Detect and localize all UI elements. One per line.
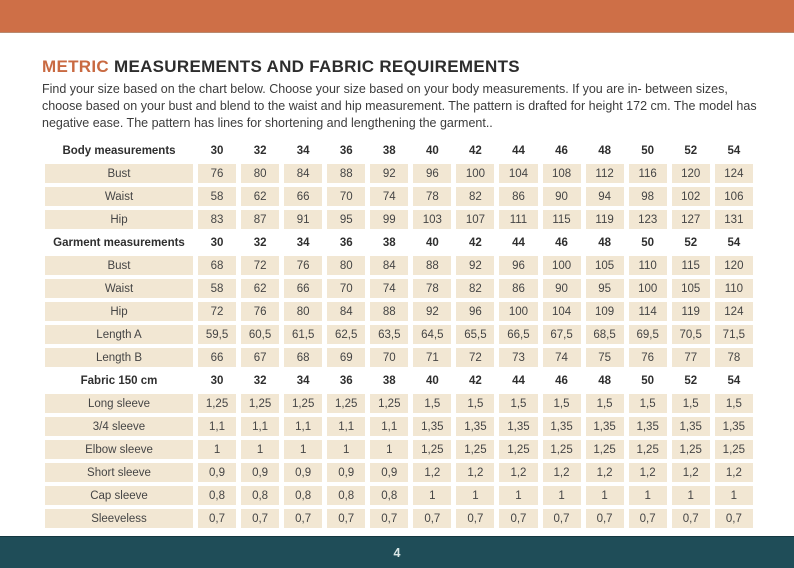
value-cell: 1,2 [586,463,624,482]
row-label: Length B [45,348,193,367]
value-cell: 80 [327,256,365,275]
value-cell: 100 [499,302,537,321]
value-cell: 1 [499,486,537,505]
value-cell: 1,35 [456,417,494,436]
size-header-cell: 46 [555,144,568,157]
size-header-cell: 32 [253,374,267,387]
value-cell: 83 [198,210,236,229]
value-cell: 98 [629,187,667,206]
value-cell: 69,5 [629,325,667,344]
value-cell: 1,2 [629,463,667,482]
value-cell: 80 [241,164,279,183]
value-cell: 84 [370,256,408,275]
value-cell: 0,8 [327,486,365,505]
value-cell: 64,5 [413,325,451,344]
table-row [45,486,753,505]
value-cell: 0,8 [198,486,236,505]
value-cell: 1 [241,440,279,459]
value-cell: 1,2 [715,463,753,482]
value-cell: 67 [241,348,279,367]
size-header-cell: 48 [598,144,611,157]
value-cell: 131 [715,210,753,229]
value-cell: 0,9 [241,463,279,482]
value-cell: 1,5 [629,394,667,413]
value-cell: 1,5 [672,394,710,413]
row-label: Waist [45,279,193,298]
value-cell: 1,2 [672,463,710,482]
value-cell: 0,7 [629,509,667,528]
value-cell: 0,9 [198,463,236,482]
table-row [45,440,753,459]
value-cell: 0,7 [586,509,624,528]
value-cell: 0,8 [284,486,322,505]
size-header-cell: 54 [727,236,741,249]
size-header-cell: 40 [425,374,439,387]
value-cell: 0,7 [241,509,279,528]
value-cell: 100 [456,164,494,183]
value-cell: 105 [586,256,624,275]
value-cell: 1,35 [629,417,667,436]
value-cell: 1,35 [413,417,451,436]
size-header-cell: 40 [425,144,439,157]
value-cell: 0,7 [672,509,710,528]
value-cell: 74 [543,348,581,367]
value-cell: 63,5 [370,325,408,344]
page-content [0,33,794,532]
size-header-cell: 44 [512,374,525,387]
value-cell: 110 [715,279,753,298]
value-cell: 1,5 [413,394,451,413]
value-cell: 0,7 [715,509,753,528]
value-cell: 1,5 [543,394,581,413]
value-cell: 66 [284,187,322,206]
value-cell: 0,7 [370,509,408,528]
value-cell: 1,25 [586,440,624,459]
size-header-cell: 52 [684,374,698,387]
value-cell: 1 [543,486,581,505]
section-header-label: Fabric 150 cm [80,374,158,387]
size-header-cell: 52 [684,236,698,249]
value-cell: 71 [413,348,451,367]
value-cell: 92 [456,256,494,275]
value-cell: 1,25 [499,440,537,459]
value-cell: 94 [586,187,624,206]
size-header-cell: 40 [425,236,439,249]
value-cell: 0,9 [370,463,408,482]
value-cell: 86 [499,279,537,298]
table-row [45,325,753,344]
value-cell: 96 [499,256,537,275]
value-cell: 0,7 [327,509,365,528]
row-label: Bust [45,164,193,183]
size-header-cell: 50 [641,144,655,157]
value-cell: 1,25 [629,440,667,459]
size-header-cell: 30 [210,374,224,387]
value-cell: 115 [672,256,710,275]
value-cell: 82 [456,279,494,298]
measurements-table [40,137,758,532]
value-cell: 1,25 [370,394,408,413]
value-cell: 68,5 [586,325,624,344]
value-cell: 1,25 [284,394,322,413]
value-cell: 1,1 [327,417,365,436]
table-row [45,279,753,298]
value-cell: 59,5 [198,325,236,344]
size-header-cell: 46 [555,374,568,387]
size-header-cell: 50 [641,374,655,387]
section-header-row [45,371,753,390]
value-cell: 91 [284,210,322,229]
size-header-cell: 34 [296,374,310,387]
value-cell: 119 [672,302,710,321]
value-cell: 100 [543,256,581,275]
value-cell: 70 [327,279,365,298]
size-header-cell: 36 [339,374,353,387]
value-cell: 1 [715,486,753,505]
section-header-label: Garment measurements [53,236,185,249]
value-cell: 0,8 [370,486,408,505]
value-cell: 1 [198,440,236,459]
value-cell: 76 [284,256,322,275]
value-cell: 71,5 [715,325,753,344]
row-label: Length A [45,325,193,344]
value-cell: 0,7 [413,509,451,528]
size-header-cell: 46 [555,236,568,249]
size-header-cell: 38 [382,144,396,157]
value-cell: 104 [499,164,537,183]
value-cell: 70 [327,187,365,206]
value-cell: 68 [284,348,322,367]
value-cell: 88 [413,256,451,275]
value-cell: 66,5 [499,325,537,344]
footer-bar [0,536,794,568]
value-cell: 84 [327,302,365,321]
size-header-cell: 42 [469,236,482,249]
value-cell: 92 [370,164,408,183]
value-cell: 1,25 [413,440,451,459]
value-cell: 110 [629,256,667,275]
value-cell: 1 [413,486,451,505]
value-cell: 103 [413,210,451,229]
value-cell: 75 [586,348,624,367]
value-cell: 73 [499,348,537,367]
value-cell: 72 [456,348,494,367]
value-cell: 116 [629,164,667,183]
value-cell: 1,35 [543,417,581,436]
size-header-cell: 32 [253,236,267,249]
value-cell: 1 [586,486,624,505]
value-cell: 80 [284,302,322,321]
value-cell: 1,2 [543,463,581,482]
value-cell: 124 [715,164,753,183]
value-cell: 70 [370,348,408,367]
value-cell: 100 [629,279,667,298]
table-row [45,164,753,183]
top-accent-bar [0,0,794,33]
table-row [45,417,753,436]
value-cell: 78 [715,348,753,367]
value-cell: 0,7 [198,509,236,528]
size-header-cell: 34 [296,144,310,157]
value-cell: 1,5 [499,394,537,413]
row-label: Hip [45,302,193,321]
value-cell: 74 [370,187,408,206]
value-cell: 62,5 [327,325,365,344]
value-cell: 1 [629,486,667,505]
size-header-cell: 32 [253,144,267,157]
size-header-cell: 44 [512,144,525,157]
page-title-rest: MEASUREMENTS AND FABRIC REQUIREMENTS [108,57,520,76]
value-cell: 76 [241,302,279,321]
table-row [45,509,753,528]
size-header-cell: 50 [641,236,655,249]
value-cell: 0,8 [241,486,279,505]
value-cell: 1 [284,440,322,459]
row-label: Bust [45,256,193,275]
size-header-cell: 52 [684,144,698,157]
value-cell: 86 [499,187,537,206]
row-label: Sleeveless [45,509,193,528]
row-label: Short sleeve [45,463,193,482]
value-cell: 1 [456,486,494,505]
value-cell: 78 [413,279,451,298]
value-cell: 1 [327,440,365,459]
value-cell: 99 [370,210,408,229]
value-cell: 60,5 [241,325,279,344]
value-cell: 88 [327,164,365,183]
value-cell: 0,7 [284,509,322,528]
value-cell: 76 [629,348,667,367]
value-cell: 1 [370,440,408,459]
value-cell: 87 [241,210,279,229]
row-label: Long sleeve [45,394,193,413]
value-cell: 127 [672,210,710,229]
value-cell: 1,25 [327,394,365,413]
section-header-row [45,141,753,160]
value-cell: 112 [586,164,624,183]
value-cell: 1,2 [413,463,451,482]
value-cell: 102 [672,187,710,206]
size-header-cell: 36 [339,144,353,157]
section-header-row [45,233,753,252]
value-cell: 72 [198,302,236,321]
size-header-cell: 42 [469,144,482,157]
value-cell: 1,25 [672,440,710,459]
size-header-cell: 38 [382,236,396,249]
value-cell: 1,35 [499,417,537,436]
table-row [45,187,753,206]
size-header-cell: 48 [598,236,611,249]
value-cell: 1,25 [198,394,236,413]
size-header-cell: 42 [469,374,482,387]
value-cell: 1,2 [499,463,537,482]
table-row [45,348,753,367]
table-row [45,394,753,413]
value-cell: 0,7 [456,509,494,528]
value-cell: 95 [327,210,365,229]
value-cell: 88 [370,302,408,321]
value-cell: 58 [198,279,236,298]
value-cell: 90 [543,279,581,298]
value-cell: 90 [543,187,581,206]
value-cell: 1,1 [241,417,279,436]
value-cell: 123 [629,210,667,229]
value-cell: 62 [241,279,279,298]
value-cell: 96 [456,302,494,321]
value-cell: 120 [672,164,710,183]
page-title [42,57,756,77]
intro-text: Find your size based on the chart below. Choose your size based on your body measurements. If you are in- between sizes, choose based on your bust and blend to the waist and hip measurement. The pattern is drafted for height 172 cm. The model has negative ease. The pattern has lines for shortening and lengthening the garment.. [42,82,757,130]
value-cell: 58 [198,187,236,206]
value-cell: 1,35 [672,417,710,436]
value-cell: 1,25 [456,440,494,459]
value-cell: 77 [672,348,710,367]
value-cell: 70,5 [672,325,710,344]
value-cell: 84 [284,164,322,183]
page-title-highlight: METRIC [42,57,109,76]
value-cell: 62 [241,187,279,206]
value-cell: 78 [413,187,451,206]
value-cell: 82 [456,187,494,206]
value-cell: 1,1 [370,417,408,436]
value-cell: 105 [672,279,710,298]
value-cell: 95 [586,279,624,298]
value-cell: 0,7 [543,509,581,528]
value-cell: 67,5 [543,325,581,344]
value-cell: 124 [715,302,753,321]
page-number: 4 [393,545,401,560]
value-cell: 1,25 [715,440,753,459]
value-cell: 66 [284,279,322,298]
value-cell: 1,5 [586,394,624,413]
table-row [45,463,753,482]
value-cell: 109 [586,302,624,321]
value-cell: 92 [413,302,451,321]
value-cell: 115 [543,210,581,229]
value-cell: 1,25 [543,440,581,459]
size-header-cell: 48 [598,374,611,387]
size-header-cell: 30 [210,236,224,249]
table-row [45,256,753,275]
value-cell: 69 [327,348,365,367]
value-cell: 0,7 [499,509,537,528]
value-cell: 1,2 [456,463,494,482]
value-cell: 119 [586,210,624,229]
value-cell: 61,5 [284,325,322,344]
value-cell: 107 [456,210,494,229]
value-cell: 68 [198,256,236,275]
size-header-cell: 30 [210,144,224,157]
value-cell: 108 [543,164,581,183]
value-cell: 1,25 [241,394,279,413]
value-cell: 0,9 [284,463,322,482]
table-row [45,210,753,229]
size-header-cell: 54 [727,374,741,387]
value-cell: 76 [198,164,236,183]
row-label: Waist [45,187,193,206]
row-label: Hip [45,210,193,229]
value-cell: 1,35 [715,417,753,436]
value-cell: 72 [241,256,279,275]
value-cell: 1,5 [456,394,494,413]
table-row [45,302,753,321]
value-cell: 1,35 [586,417,624,436]
value-cell: 74 [370,279,408,298]
size-header-cell: 54 [727,144,741,157]
value-cell: 0,9 [327,463,365,482]
value-cell: 96 [413,164,451,183]
row-label: Elbow sleeve [45,440,193,459]
value-cell: 1,1 [284,417,322,436]
size-header-cell: 44 [512,236,525,249]
row-label: Cap sleeve [45,486,193,505]
value-cell: 104 [543,302,581,321]
row-label: 3/4 sleeve [45,417,193,436]
size-header-cell: 38 [382,374,396,387]
value-cell: 66 [198,348,236,367]
size-header-cell: 34 [296,236,310,249]
value-cell: 106 [715,187,753,206]
value-cell: 114 [629,302,667,321]
section-header-label: Body measurements [62,144,176,157]
value-cell: 120 [715,256,753,275]
value-cell: 1,1 [198,417,236,436]
value-cell: 65,5 [456,325,494,344]
value-cell: 111 [499,210,537,229]
value-cell: 1,5 [715,394,753,413]
value-cell: 1 [672,486,710,505]
size-header-cell: 36 [339,236,353,249]
